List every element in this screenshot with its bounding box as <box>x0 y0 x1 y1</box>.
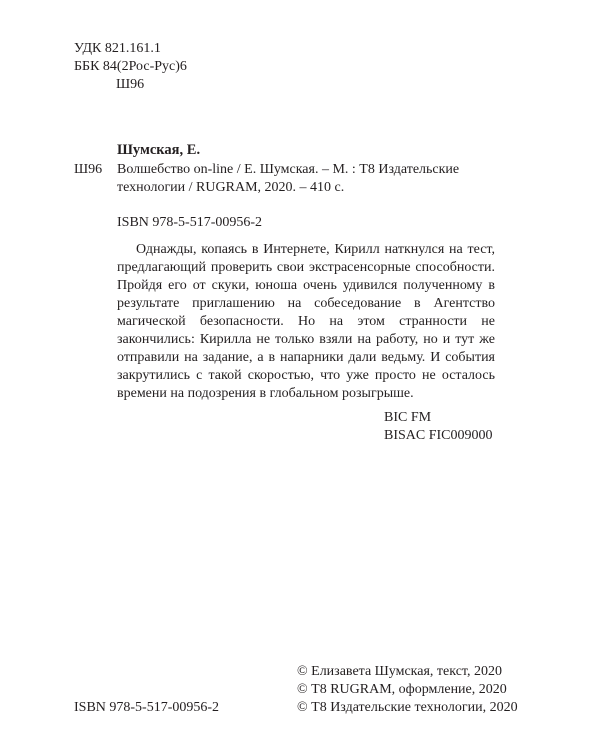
copyright-text: © Елизавета Шумская, текст, 2020 <box>297 664 502 679</box>
cutter-code-top: Ш96 <box>116 77 145 92</box>
bic-code: BIC FM <box>384 410 432 425</box>
copyright-design: © Т8 RUGRAM, оформление, 2020 <box>297 682 507 697</box>
annotation-text: Однажды, копаясь в Интернете, Кирилл наткнулся на тест, предлагающий проверить свои экстрасенсорные способности. Пройдя его от скуки, юноша очень удивился полученному в результате приглашению на собеседование в Агентство магической безопасности. Но на этом странности не закончились: Кирилла не только взяли на работу, но и тут же отправили на задание, а в напарники дали ведьму. И события закрутились с такой скоростью, что уже просто не осталось времени на подозрения в глобальном розыгрыше. <box>117 242 495 401</box>
bibliographic-line-2: технологии / RUGRAM, 2020. – 410 с. <box>117 180 345 195</box>
cutter-code-side: Ш96 <box>74 162 103 177</box>
copyright-publisher: © Т8 Издательские технологии, 2020 <box>297 700 518 715</box>
isbn-record: ISBN 978-5-517-00956-2 <box>117 215 263 230</box>
bibliographic-line-1: Волшебство on-line / Е. Шумская. – М. : Т8 Издательские <box>117 162 460 177</box>
annotation <box>117 241 495 403</box>
author-heading: Шумская, Е. <box>117 142 201 158</box>
footer-isbn: ISBN 978-5-517-00956-2 <box>74 700 220 715</box>
bbk-code: ББК 84(2Рос-Рус)6 <box>74 59 187 74</box>
udc-code: УДК 821.161.1 <box>74 41 161 56</box>
bisac-code: BISAC FIC009000 <box>384 428 493 443</box>
